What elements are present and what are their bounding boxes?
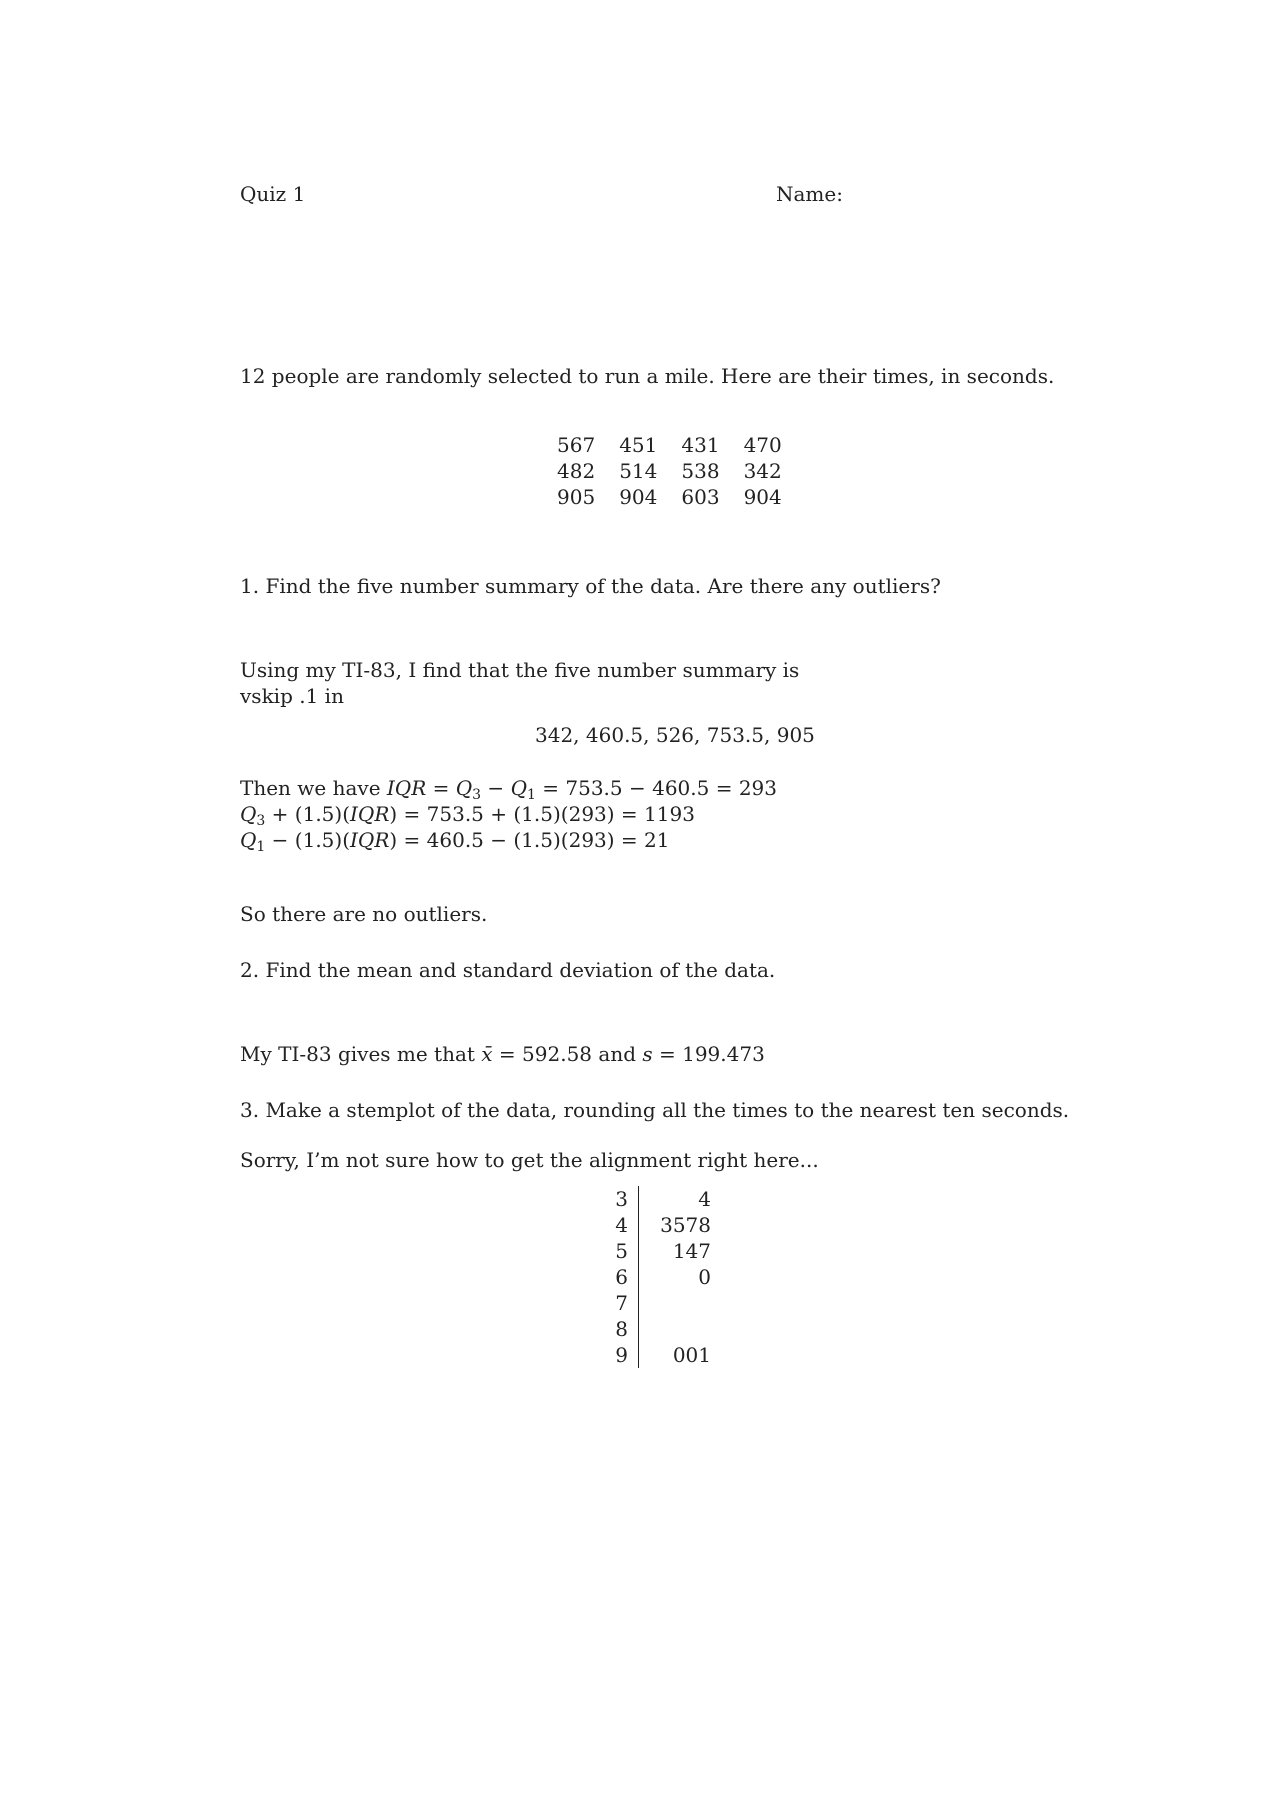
stemplot <box>608 1186 711 1368</box>
five-number-summary: 342, 460.5, 526, 753.5, 905 <box>535 723 815 747</box>
times-row <box>545 458 794 484</box>
stem: 8 <box>608 1316 639 1342</box>
time-value: 342 <box>743 459 782 483</box>
time-value: 470 <box>743 433 782 457</box>
stemplot-row <box>608 1186 711 1212</box>
stemplot-row <box>608 1316 711 1342</box>
time-value: 451 <box>619 433 658 457</box>
question-1: 1. Find the five number summary of the data. Are there any outliers? <box>240 574 941 598</box>
iqr-calculation: Then we have IQR = $Q_3 - Q_1 = 753.5 - 460.5 = 293$ <box>240 776 777 803</box>
question-2: 2. Find the mean and standard deviation of the data. <box>240 958 776 982</box>
question-3: 3. Make a stemplot of the data, rounding all the times to the nearest ten seconds. <box>240 1098 1070 1122</box>
times-row <box>545 484 794 510</box>
quiz-title: Quiz 1 <box>240 182 306 206</box>
name-label: Name: <box>776 182 843 206</box>
upper-fence-calculation: $Q_3 + (1.5)(IQR) = 753.5 + (1.5)(293) = 1193$ <box>240 802 695 829</box>
stemplot-row <box>608 1264 711 1290</box>
time-value: 603 <box>681 485 720 509</box>
time-value: 567 <box>557 433 596 457</box>
leaves: 4 <box>698 1187 711 1211</box>
stem: 3 <box>608 1186 639 1212</box>
answer-1-line1: Using my TI-83, I find that the five number summary is <box>240 658 800 682</box>
time-value: 905 <box>557 485 596 509</box>
time-value: 514 <box>619 459 658 483</box>
lower-fence-calculation: $Q_1 - (1.5)(IQR) = 460.5 - (1.5)(293) = 21$ <box>240 828 670 855</box>
leaves: 001 <box>672 1343 711 1367</box>
times-table <box>545 432 794 510</box>
leaves: 0 <box>698 1265 711 1289</box>
answer-1-line2: vskip .1 in <box>240 684 344 708</box>
answer-2: My TI-83 gives me that x̄ = 592.58 and s = 199.473 <box>240 1042 765 1066</box>
stem: 7 <box>608 1290 639 1316</box>
times-row <box>545 432 794 458</box>
stemplot-row <box>608 1238 711 1264</box>
stemplot-note: Sorry, I’m not sure how to get the alignment right here... <box>240 1148 819 1172</box>
time-value: 904 <box>743 485 782 509</box>
intro-text: 12 people are randomly selected to run a mile. Here are their times, in seconds. <box>240 364 1055 388</box>
leaves <box>639 1316 712 1342</box>
stemplot-row <box>608 1290 711 1316</box>
leaves: 3578 <box>660 1213 711 1237</box>
stemplot-row <box>608 1342 711 1368</box>
stemplot-row <box>608 1212 711 1238</box>
leaves: 147 <box>672 1239 711 1263</box>
stem: 5 <box>608 1238 639 1264</box>
time-value: 431 <box>681 433 720 457</box>
stem: 4 <box>608 1212 639 1238</box>
stem: 9 <box>608 1342 639 1368</box>
leaves <box>639 1290 712 1316</box>
time-value: 482 <box>557 459 596 483</box>
time-value: 538 <box>681 459 720 483</box>
time-value: 904 <box>619 485 658 509</box>
stem: 6 <box>608 1264 639 1290</box>
outlier-conclusion: So there are no outliers. <box>240 902 488 926</box>
